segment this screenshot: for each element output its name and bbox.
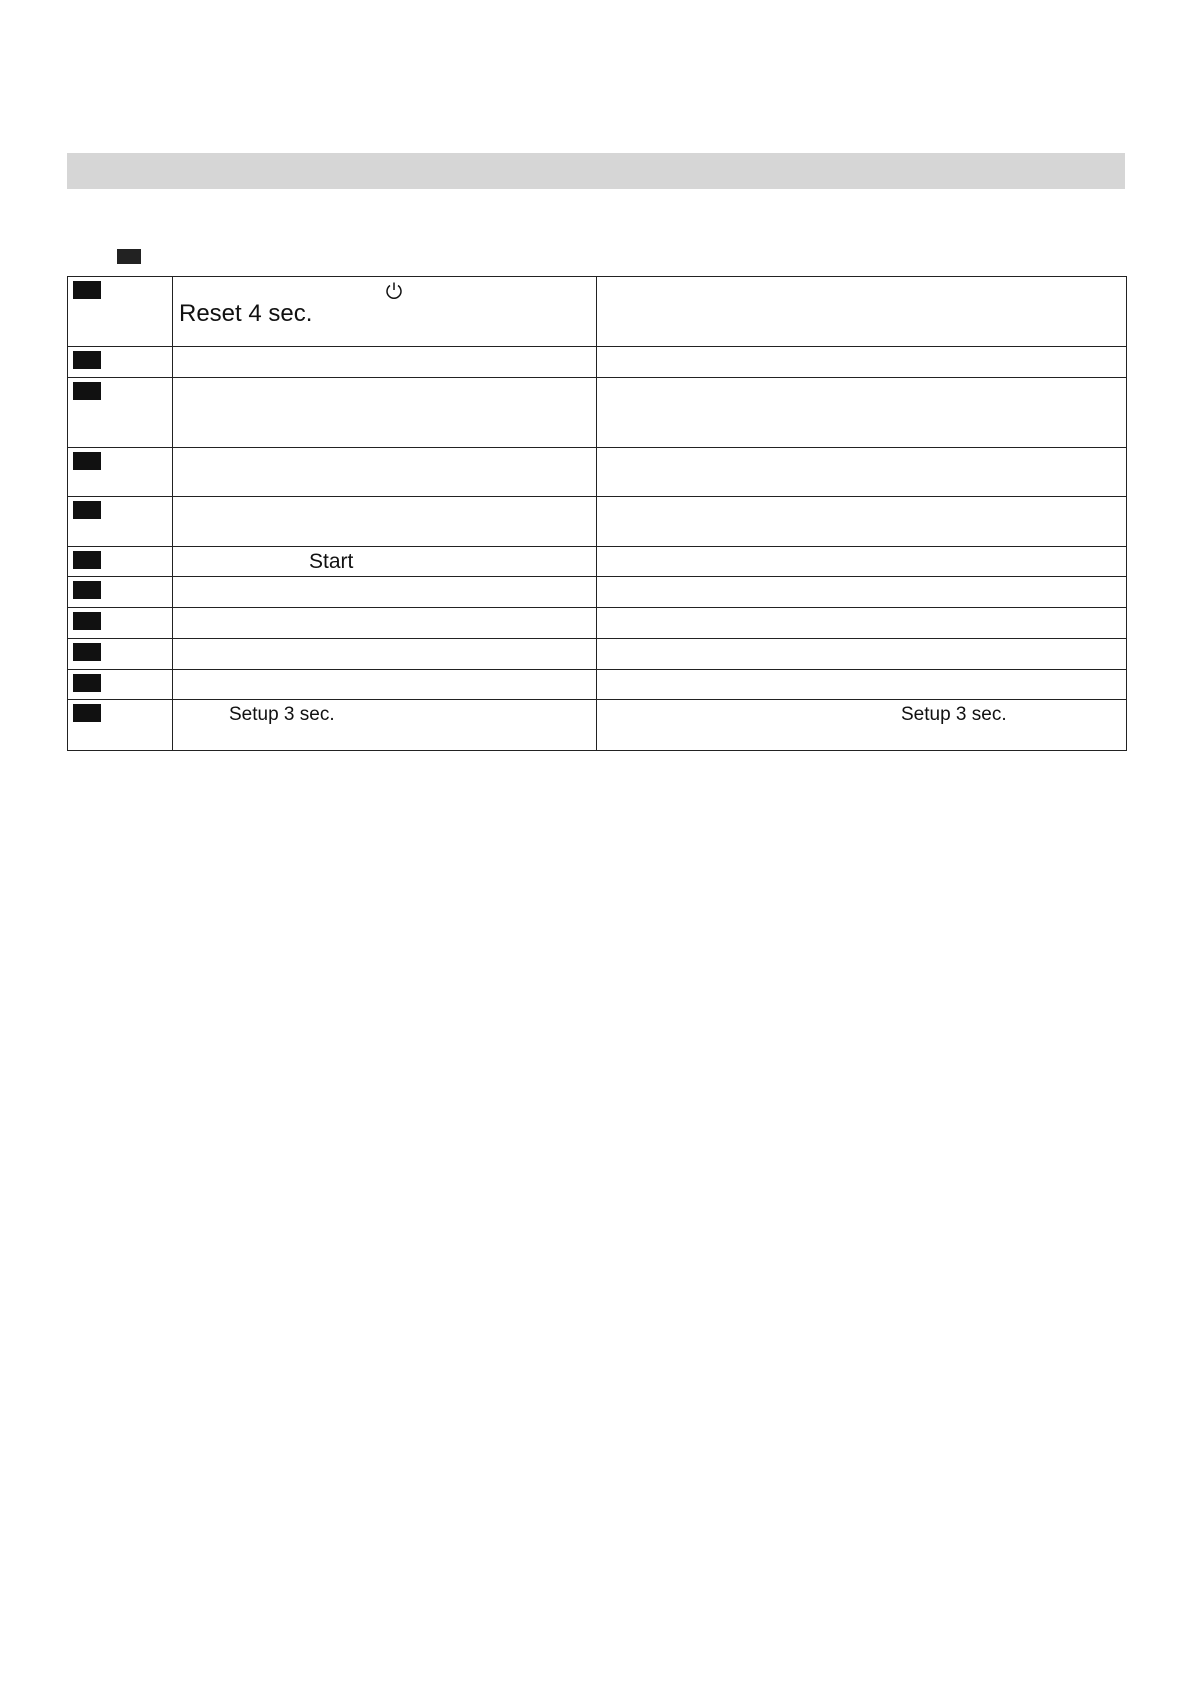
code-cell <box>68 608 173 639</box>
cause-cell <box>173 639 597 670</box>
code-indicator <box>73 382 101 400</box>
cause-text <box>173 497 596 501</box>
table-row <box>68 497 1127 547</box>
cause-text <box>173 608 596 612</box>
remedy-text <box>597 378 1126 382</box>
cause-text <box>173 670 596 674</box>
code-cell <box>68 378 173 448</box>
cause-text <box>173 639 596 643</box>
code-cell <box>68 639 173 670</box>
code-cell <box>68 670 173 700</box>
table-row <box>68 700 1127 751</box>
cause-cell <box>173 547 597 577</box>
cause-text: Setup 3 sec. <box>229 704 335 725</box>
code-cell <box>68 277 173 347</box>
cause-cell <box>173 497 597 547</box>
remedy-text <box>597 639 1126 643</box>
code-cell <box>68 700 173 751</box>
remedy-text <box>597 608 1126 612</box>
cause-cell <box>173 577 597 608</box>
power-icon <box>384 281 404 301</box>
code-indicator <box>73 643 101 661</box>
remedy-text <box>597 547 1126 551</box>
table-row <box>68 608 1127 639</box>
code-cell <box>68 347 173 378</box>
remedy-cell <box>597 547 1127 577</box>
section-header-bar <box>67 153 1125 189</box>
remedy-cell <box>597 497 1127 547</box>
remedy-text <box>597 347 1126 351</box>
remedy-cell <box>597 378 1127 448</box>
code-indicator <box>73 612 101 630</box>
cause-text <box>173 448 596 452</box>
code-cell <box>68 497 173 547</box>
remedy-text: Setup 3 sec. <box>901 704 1007 725</box>
remedy-text <box>597 277 1126 281</box>
code-indicator <box>73 674 101 692</box>
table-row <box>68 378 1127 448</box>
remedy-cell <box>597 277 1127 347</box>
code-indicator <box>73 281 101 299</box>
code-indicator <box>73 704 101 722</box>
cause-text: Start <box>309 550 354 573</box>
table-row <box>68 277 1127 347</box>
code-indicator <box>73 551 101 569</box>
remedy-cell <box>597 670 1127 700</box>
remedy-cell <box>597 448 1127 497</box>
cause-cell <box>173 700 597 751</box>
table-row <box>68 347 1127 378</box>
table-row <box>68 448 1127 497</box>
cause-cell <box>173 347 597 378</box>
remedy-text <box>597 497 1126 501</box>
cause-text <box>173 347 596 351</box>
table-row <box>68 547 1127 577</box>
code-indicator <box>73 351 101 369</box>
cause-cell <box>173 448 597 497</box>
cause-text <box>173 577 596 581</box>
cause-text <box>173 378 596 382</box>
remedy-cell <box>597 700 1127 751</box>
remedy-cell <box>597 347 1127 378</box>
remedy-cell <box>597 608 1127 639</box>
table-row <box>68 670 1127 700</box>
remedy-cell <box>597 639 1127 670</box>
cause-cell <box>173 277 597 347</box>
remedy-text <box>597 577 1126 581</box>
cause-text: Reset 4 sec. <box>179 300 313 327</box>
legend-swatch <box>117 249 141 264</box>
code-indicator <box>73 452 101 470</box>
remedy-text <box>597 448 1126 452</box>
cause-cell <box>173 670 597 700</box>
error-code-table <box>67 276 1127 751</box>
code-cell <box>68 577 173 608</box>
table-row <box>68 577 1127 608</box>
cause-cell <box>173 608 597 639</box>
code-cell <box>68 448 173 497</box>
code-indicator <box>73 501 101 519</box>
code-indicator <box>73 581 101 599</box>
remedy-text <box>597 670 1126 674</box>
table-row <box>68 639 1127 670</box>
code-cell <box>68 547 173 577</box>
remedy-cell <box>597 577 1127 608</box>
cause-cell <box>173 378 597 448</box>
